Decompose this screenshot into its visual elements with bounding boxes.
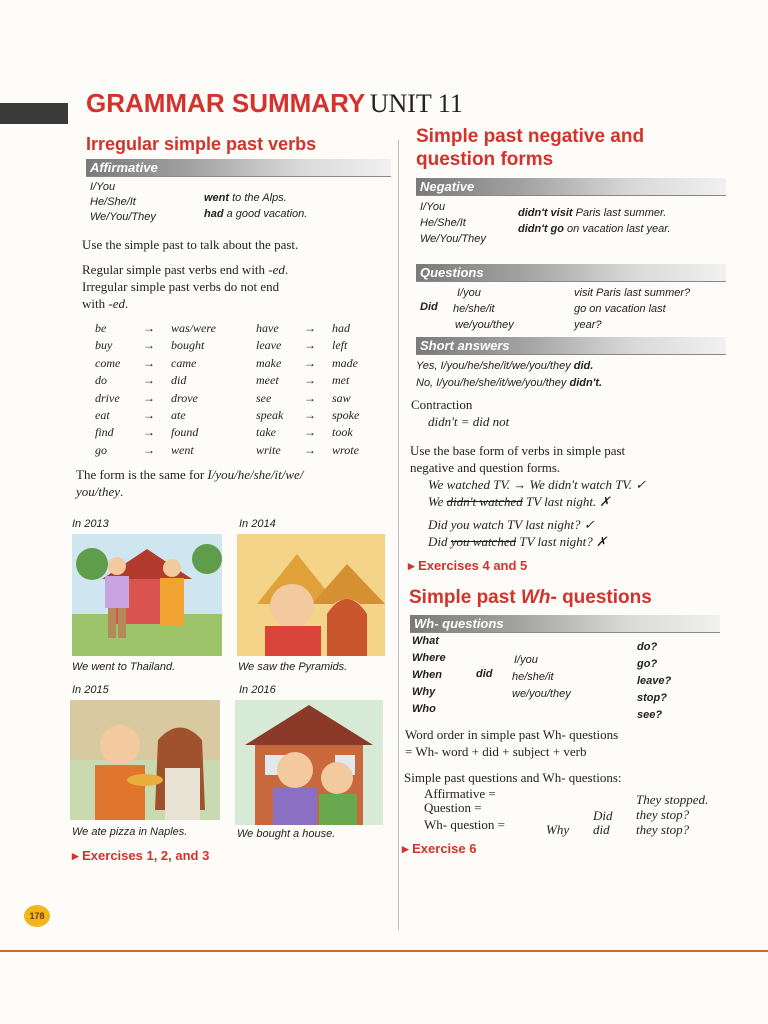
footer-rule <box>0 950 768 952</box>
verb-row <box>95 391 216 408</box>
verb-row <box>95 443 216 460</box>
verb-row <box>256 356 359 373</box>
note-regular: Regular simple past verbs end with -ed. Irregular simple past verbs do not end with -ed. <box>82 262 289 311</box>
sp-wh-answer: they stop? <box>636 822 690 837</box>
verb-row <box>95 338 216 355</box>
affirmative-bar: Affirmative <box>86 159 391 176</box>
question-predicates: visit Paris last summer? go on vacation last year? <box>574 287 691 331</box>
base-verb: do <box>95 373 107 388</box>
page-number-badge <box>24 905 50 927</box>
arrow-icon: → <box>304 355 316 370</box>
past-verb: came <box>171 355 197 370</box>
arrow-icon: → <box>304 407 316 422</box>
sp-question-answer: they stop? <box>636 807 690 822</box>
pic-caption-thailand: We went to Thailand. <box>72 661 176 673</box>
base-verb: take <box>256 425 276 440</box>
question-did: Did <box>420 301 438 313</box>
base-verb: write <box>256 442 281 457</box>
arrow-icon: → <box>143 321 155 335</box>
sp-question: Question = <box>424 800 482 815</box>
pic-year-2013: In 2013 <box>72 518 109 530</box>
affirmative-rule <box>86 176 391 177</box>
header-tab <box>0 103 68 124</box>
sp-affirmative: Affirmative = <box>424 786 496 801</box>
base-verb: go <box>95 442 107 457</box>
pic-year-2016: In 2016 <box>239 684 276 696</box>
arrow-icon: → <box>304 425 316 440</box>
arrow-icon: → <box>143 355 155 370</box>
past-verb: took <box>332 425 353 440</box>
past-verb: bought <box>171 338 205 353</box>
sp-affirmative-answer: They stopped. <box>636 792 709 807</box>
past-verb: drove <box>171 390 198 405</box>
examples: We watched TV. → We didn't watch TV. ✓ We didn't watched TV last night. ✗ Did you watch TV last night? ✓ Did you watched TV last night? ✗ <box>428 477 647 549</box>
wh-words: What Where When Why Who <box>412 635 446 715</box>
base-verb: speak <box>256 407 284 422</box>
negative-bar: Negative <box>416 178 726 195</box>
sp-wh-why: Why <box>546 822 570 837</box>
wh-questions-bar: Wh- questions <box>410 615 720 632</box>
arrow-icon: → <box>143 338 155 353</box>
exercise-6-link[interactable]: ▸ Exercise 6 <box>402 841 477 856</box>
arrow-icon: → <box>143 407 155 422</box>
verb-row <box>256 443 359 460</box>
wh-heading: Simple past Wh- questions <box>409 587 652 608</box>
arrow-icon: → <box>143 425 155 440</box>
base-verb: leave <box>256 338 282 353</box>
verb-row <box>256 391 359 408</box>
pic-year-2015: In 2015 <box>72 684 109 696</box>
past-verb: made <box>332 355 358 370</box>
base-verb: find <box>95 425 114 440</box>
form-note: The form is the same for I/you/he/she/it/we/ you/they. <box>76 467 304 499</box>
sp-question-did: Did <box>593 808 613 823</box>
short-answers-rule <box>416 354 726 355</box>
arrow-icon: → <box>304 373 316 388</box>
verb-row <box>95 373 216 390</box>
sp-wh-did: did <box>593 822 610 837</box>
verb-list-left <box>95 321 216 460</box>
questions-bar: Questions <box>416 264 726 281</box>
wh-did: did <box>476 668 493 680</box>
arrow-icon: → <box>304 338 316 353</box>
arrow-icon: → <box>304 321 316 335</box>
verb-row <box>256 373 359 390</box>
base-verb: drive <box>95 390 120 405</box>
page-number: 178 <box>29 911 45 921</box>
base-verb: have <box>256 321 279 335</box>
contraction-title: Contraction <box>411 397 473 412</box>
right-heading: Simple past negative and question forms <box>416 126 645 170</box>
past-verb: wrote <box>332 442 359 457</box>
short-answers-bar: Short answers <box>416 337 726 354</box>
past-verb: met <box>332 373 350 388</box>
past-verb: found <box>171 425 199 440</box>
base-verb: come <box>95 355 121 370</box>
illustration-house <box>235 700 383 825</box>
sp-title: Simple past questions and Wh- questions: <box>404 770 622 785</box>
affirmative-subjects: I/You He/She/It We/You/They <box>90 181 156 223</box>
note-simple-past: Use the simple past to talk about the past. <box>82 237 299 252</box>
wh-subjects: I/you he/she/it we/you/they <box>512 654 571 700</box>
negative-predicates: didn't visit Paris last summer. didn't go on vacation last year. <box>518 207 671 235</box>
exercises-4-5-link[interactable]: ▸ Exercises 4 and 5 <box>408 558 528 573</box>
verb-row <box>256 321 359 338</box>
arrow-icon: → <box>304 390 316 405</box>
arrow-icon: → <box>143 373 155 388</box>
page-title: GRAMMAR SUMMARY UNIT 11 <box>86 88 463 118</box>
sp-wh-question: Wh- question = <box>424 817 505 832</box>
question-subjects: I/you he/she/it we/you/they <box>453 287 514 331</box>
base-verb: make <box>256 355 282 370</box>
past-verb: left <box>332 338 348 353</box>
verb-row <box>256 408 359 425</box>
word-order-note: Word order in simple past Wh- questions = Wh- word + did + subject + verb <box>405 727 619 759</box>
past-verb: ate <box>171 407 186 422</box>
contraction: didn't = did not <box>428 414 510 429</box>
past-verb: saw <box>332 390 351 405</box>
pic-year-2014: In 2014 <box>239 518 276 530</box>
base-verb: meet <box>256 373 279 388</box>
negative-rule <box>416 195 726 196</box>
verb-row <box>256 425 359 442</box>
past-verb: had <box>332 321 350 335</box>
arrow-icon: → <box>143 442 155 457</box>
pic-caption-pyramids: We saw the Pyramids. <box>238 661 348 673</box>
base-verb: eat <box>95 407 110 422</box>
verb-list-right <box>256 321 359 460</box>
short-answers: Yes, I/you/he/she/it/we/you/they did. No, I/you/he/she/it/we/you/they didn't. <box>416 360 603 389</box>
verb-row <box>256 338 359 355</box>
past-verb: did <box>171 373 187 388</box>
verb-row <box>95 425 216 442</box>
left-heading: Irregular simple past verbs <box>86 134 317 154</box>
illustration-pyramids <box>237 534 385 656</box>
verb-row <box>95 408 216 425</box>
affirmative-predicates: went to the Alps. had a good vacation. <box>204 192 308 220</box>
verb-row <box>95 321 216 338</box>
column-divider <box>398 140 399 930</box>
past-verb: went <box>171 442 194 457</box>
verb-row <box>95 356 216 373</box>
illustration-thailand <box>72 534 222 656</box>
illustration-naples <box>70 700 220 820</box>
past-verb: spoke <box>332 407 360 422</box>
wh-verbs: do? go? leave? stop? see? <box>637 641 672 721</box>
wh-questions-rule <box>410 632 720 633</box>
past-verb: was/were <box>171 321 216 335</box>
pic-caption-house: We bought a house. <box>237 828 336 840</box>
questions-rule <box>416 281 726 282</box>
base-verb: see <box>256 390 272 405</box>
pic-caption-naples: We ate pizza in Naples. <box>72 826 188 838</box>
arrow-icon: → <box>143 390 155 405</box>
base-verb: buy <box>95 338 113 353</box>
negative-subjects: I/You He/She/It We/You/They <box>420 201 486 245</box>
arrow-icon: → <box>304 442 316 457</box>
exercises-1-2-3-link[interactable]: ▸ Exercises 1, 2, and 3 <box>72 848 210 863</box>
base-verb: be <box>95 321 107 335</box>
base-form-note: Use the base form of verbs in simple past negative and question forms. <box>410 443 626 475</box>
